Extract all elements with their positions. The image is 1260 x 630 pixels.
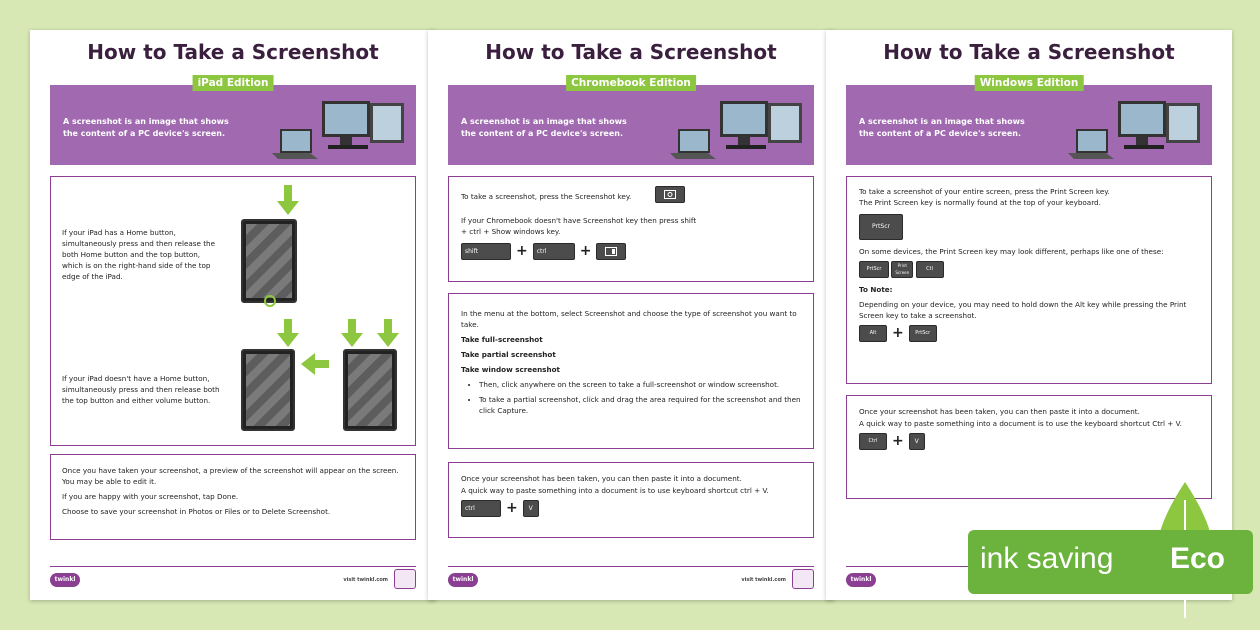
home-button-highlight — [264, 295, 276, 307]
edition-label: Windows Edition — [975, 75, 1084, 91]
bullet-item: • To take a partial screenshot, click and drag the area required for the screenshot and then click Capture. — [479, 394, 801, 416]
ink-saving-text: ink saving — [980, 542, 1114, 575]
windows-paste-box: Once your screenshot has been taken, you can then paste it into a document. A quick way to paste something into a document is to use the keyboard shortcut Ctrl + V. Ctrl + V — [846, 395, 1212, 499]
chromebook-menu-box — [448, 293, 814, 449]
banner-text: A screenshot is an image that shows the content of a PC device's screen. — [461, 117, 627, 138]
arrow-left-icon — [301, 353, 329, 375]
v-key: V — [909, 433, 925, 450]
ctrl-key: ctrl — [461, 500, 501, 517]
alt-key: Alt — [859, 325, 887, 342]
entire-screen-text: To take a screenshot of your entire screen, press the Print Screen key. — [859, 187, 1110, 196]
after-text-2: If you are happy with your screenshot, tap Done. — [62, 492, 239, 501]
computers-illustration — [1066, 99, 1206, 161]
ipad-home-illustration — [241, 219, 297, 303]
badge-icon — [394, 569, 416, 589]
badge-icon — [792, 569, 814, 589]
after-text-3: Choose to save your screenshot in Photos or Files or to Delete Screenshot. — [62, 507, 331, 516]
eco-label: Eco — [1169, 542, 1225, 575]
arrow-down-icon — [277, 319, 299, 349]
banner-text: A screenshot is an image that shows the content of a PC device's screen. — [63, 117, 229, 138]
page-title: How to Take a Screenshot — [87, 40, 379, 64]
twinkl-logo: twinkl — [448, 573, 478, 587]
arrow-down-icon — [341, 319, 363, 349]
banner — [448, 85, 814, 165]
banner — [50, 85, 416, 165]
ipad-nohome-illustration-1 — [241, 349, 295, 431]
press-screenshot-text: To take a screenshot, press the Screenshot key. — [461, 192, 632, 201]
arrow-down-icon — [377, 319, 399, 349]
prtscr-key: PrtScr — [859, 214, 903, 240]
ink-saving-badge — [968, 530, 1253, 594]
edition-label: iPad Edition — [193, 75, 274, 91]
home-button-text: If your iPad has a Home button, simultaneously press and then release the both Home button and the top button, which is on the right-hand side of the top edge of the iPad. — [62, 228, 216, 281]
page-ipad — [30, 30, 436, 600]
variant-key: Ctl — [916, 261, 944, 278]
variant-key: Print Screen — [891, 261, 913, 278]
no-key-text: If your Chromebook doesn't have Screenshot key then press shift + ctrl + Show windows key. — [461, 216, 697, 236]
v-key: V — [523, 500, 539, 517]
devices-text: On some devices, the Print Screen key may look different, perhaps like one of these: — [859, 247, 1164, 256]
ipad-nohome-illustration-2 — [343, 349, 397, 431]
prtscr-key-small: PrtScr — [909, 325, 937, 342]
note-heading: To Note: — [859, 285, 893, 294]
ctrl-key: ctrl — [533, 243, 575, 260]
option-partial: Take partial screenshot — [461, 350, 556, 359]
computers-illustration — [668, 99, 808, 161]
paste-text-2: A quick way to paste something into a document is to use the keyboard shortcut Ctrl + V. — [859, 419, 1182, 428]
page-title: How to Take a Screenshot — [883, 40, 1175, 64]
page-title: How to Take a Screenshot — [485, 40, 777, 64]
menu-text: In the menu at the bottom, select Screenshot and choose the type of screenshot you want to take. — [461, 309, 797, 329]
twinkl-logo: twinkl — [846, 573, 876, 587]
page-chromebook — [428, 30, 834, 600]
screenshot-key — [655, 186, 685, 203]
footer — [50, 566, 416, 588]
option-window: Take window screenshot — [461, 365, 560, 374]
ipad-after-box — [50, 454, 416, 540]
note-text: Depending on your device, you may need to hold down the Alt key while pressing the Print Screen key to take a screenshot. — [859, 300, 1187, 320]
chromebook-key-box: To take a screenshot, press the Screenshot key. If your Chromebook doesn't have Screenshot key then press shift + ctrl + Show windows key. shift + ctrl + — [448, 176, 814, 282]
shift-key: shift — [461, 243, 511, 260]
edition-label: Chromebook Edition — [566, 75, 696, 91]
windows-printscreen-box: To take a screenshot of your entire screen, press the Print Screen key. The Print Screen key is normally found at the top of your keyboard. PrtScr On some devices, the Print Screen key may look different, perhaps like one of these: PrtScr Print Screen Ctl To Note: Depending on your device, you may need to hold down the Alt key while pressing the Print Screen key to take a screenshot. Alt + PrtScr — [846, 176, 1212, 384]
twinkl-logo: twinkl — [50, 573, 80, 587]
computers-illustration — [270, 99, 410, 161]
ctrl-key: Ctrl — [859, 433, 887, 450]
visit-link[interactable]: visit twinkl.com — [343, 577, 388, 583]
chromebook-paste-box: Once your screenshot has been taken, you can then paste it into a document. A quick way to paste something into a document is to use keyboard shortcut ctrl + V. ctrl + V — [448, 462, 814, 538]
paste-text-2: A quick way to paste something into a document is to use keyboard shortcut ctrl + V. — [461, 486, 769, 495]
no-home-button-text: If your iPad doesn't have a Home button, simultaneously press and then release both the top button and either volume button. — [62, 374, 220, 405]
after-text-1: Once you have taken your screenshot, a preview of the screenshot will appear on the screen. You may be able to edit it. — [62, 466, 399, 486]
ipad-instructions-box — [50, 176, 416, 446]
show-windows-key — [596, 243, 626, 260]
option-full: Take full-screenshot — [461, 335, 543, 344]
bullet-item: • Then, click anywhere on the screen to take a full-screenshot or window screenshot. — [479, 379, 801, 390]
arrow-down-icon — [277, 185, 299, 219]
variant-key: PrtScr — [859, 261, 889, 278]
footer — [448, 566, 814, 588]
location-text: The Print Screen key is normally found at the top of your keyboard. — [859, 198, 1101, 207]
banner — [846, 85, 1212, 165]
paste-text-1: Once your screenshot has been taken, you can then paste it into a document. — [859, 407, 1140, 416]
paste-text-1: Once your screenshot has been taken, you can then paste it into a document. — [461, 474, 742, 483]
banner-text: A screenshot is an image that shows the content of a PC device's screen. — [859, 117, 1025, 138]
visit-link[interactable]: visit twinkl.com — [741, 577, 786, 583]
